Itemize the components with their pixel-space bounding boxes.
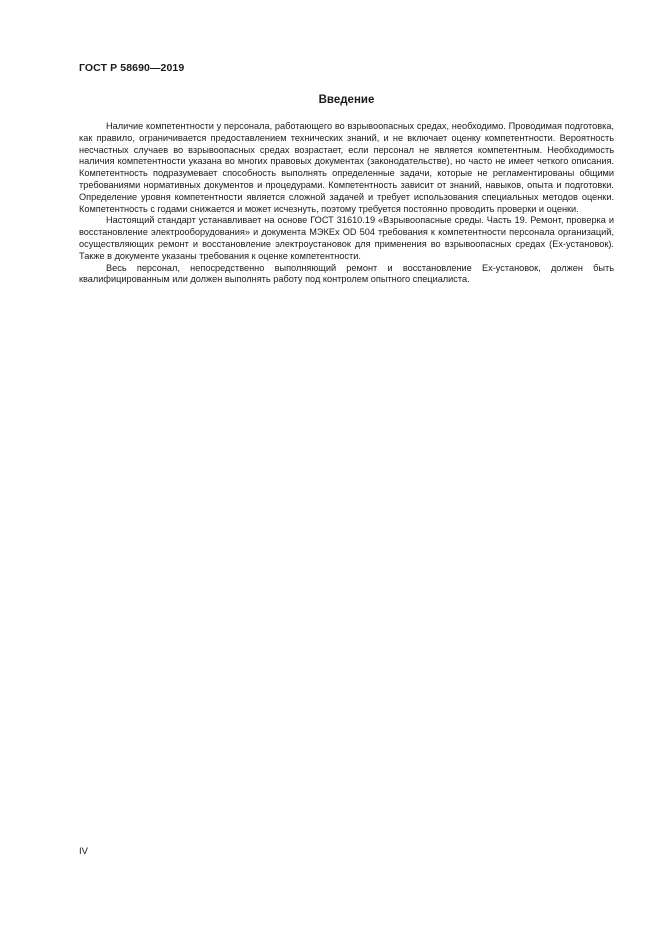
section-title: Введение	[318, 94, 375, 106]
paragraph-1: Наличие компетентности у персонала, работающего во взрывоопасных средах, необходимо. Проводимая подготовка, как правило, ограничивается предоставлением технических знаний, и не включает оценку компетентности. Вероятность несчастных случаев во взрывоопасных средах возрастает, если персонал не является компетентным. Необходимость наличия компетентности указана во многих правовых документах (законодательстве), но часто не имеет четкого описания. Компетентность подразумевает способность выполнять определенные задачи, которые не регламентированы общими требованиями нормативных документов и процедурами. Компетентность зависит от знаний, навыков, опыта и подготовки. Определение уровня компетентности является сложной задачей и требует использования специальных методов оценки. Компетентность с годами снижается и может исчезнуть, поэтому требуется постоянно проводить проверки и оценки.	[79, 121, 614, 214]
paragraph-3: Весь персонал, непосредственно выполняющий ремонт и восстановление Ex-установок, должен быть квалифицированным или должен выполнять работу под контролем опытного специалиста.	[79, 262, 614, 285]
page-number: IV	[79, 846, 88, 857]
paragraph-2: Настоящий стандарт устанавливает на основе ГОСТ 31610.19 «Взрывоопасные среды. Часть 19. Ремонт, проверка и восстановление электрооборудования» и документа МЭКЕх OD 504 требования к компетентности персонала организаций, осуществляющих ремонт и восстановление электроустановок для применения во взрывоопасных средах (Ex-установок). Также в документе указаны требования к оценке компетентности.	[79, 215, 614, 261]
section-body	[79, 121, 614, 286]
document-header-code: ГОСТ Р 58690—2019	[79, 62, 185, 74]
